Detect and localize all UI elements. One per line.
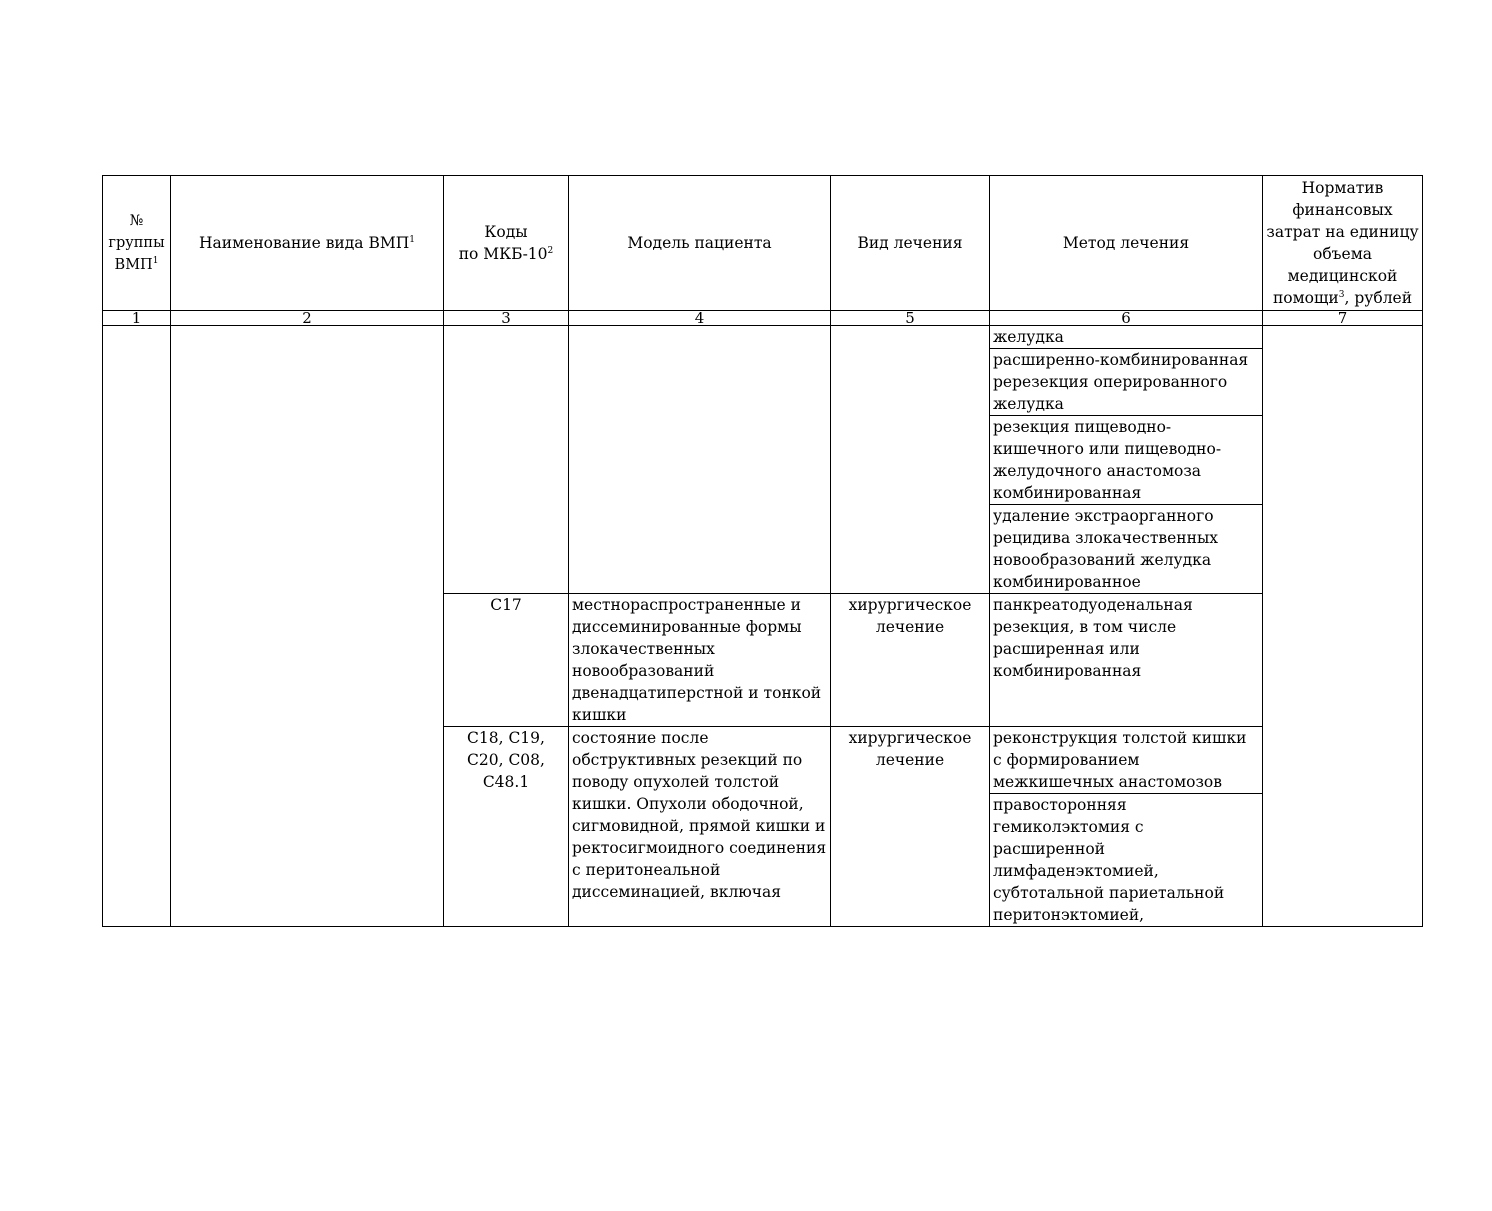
model-cell [569,326,831,594]
column-number-row: 1 2 3 4 5 6 7 [103,311,1423,326]
codes-cell: C18, C19, C20, C08, C48.1 [444,727,569,927]
method-cell: правосторонняя гемиколэктомия с расширенной лимфаденэктомией, субтотальной париетальной перитонэктомией, [990,794,1263,927]
method-cell: удаление экстраорганного рецидива злокачественных новообразований желудка комбинированное [990,505,1263,594]
vmp-name-cell [171,326,444,927]
method-cell: панкреатодуоденальная резекция, в том числе расширенная или комбинированная [990,594,1263,727]
treatment-cell: хирургическое лечение [831,594,990,727]
group-number-cell [103,326,171,927]
header-icd-codes: Коды по МКБ-$10^2$ [444,176,569,311]
model-cell: состояние после обструктивных резекций по поводу опухолей толстой кишки. Опухоли ободочной, сигмовидной, прямой кишки и ректосигмоидного соединения с перитонеальной диссеминацией, включая [569,727,831,927]
codes-cell [444,326,569,594]
header-treatment-method: Метод лечения [990,176,1263,311]
method-cell: желудка [990,326,1263,349]
table-row [103,326,1423,349]
table-header-row [103,176,1423,311]
header-vmp-name: Наименование вида ВМП$^1$ [171,176,444,311]
codes-cell: C17 [444,594,569,727]
header-treatment-type: Вид лечения [831,176,990,311]
header-group-number: № группы ВМП$^1$ [103,176,171,311]
header-patient-model: Модель пациента [569,176,831,311]
method-cell: реконструкция толстой кишки с формированием межкишечных анастомозов [990,727,1263,794]
header-cost-standard: Норматив финансовых затрат на единицу объема медицинской помощи$^3$, рублей [1263,176,1423,311]
method-cell: резекция пищеводно-кишечного или пищеводно-желудочного анастомоза комбинированная [990,416,1263,505]
treatment-cell [831,326,990,594]
model-cell: местнораспространенные и диссеминированные формы злокачественных новообразований двенадцатиперстной и тонкой кишки [569,594,831,727]
cost-cell [1263,326,1423,927]
vmp-table [102,175,1423,927]
treatment-cell: хирургическое лечение [831,727,990,927]
method-cell: расширенно-комбинированная ререзекция оперированного желудка [990,349,1263,416]
